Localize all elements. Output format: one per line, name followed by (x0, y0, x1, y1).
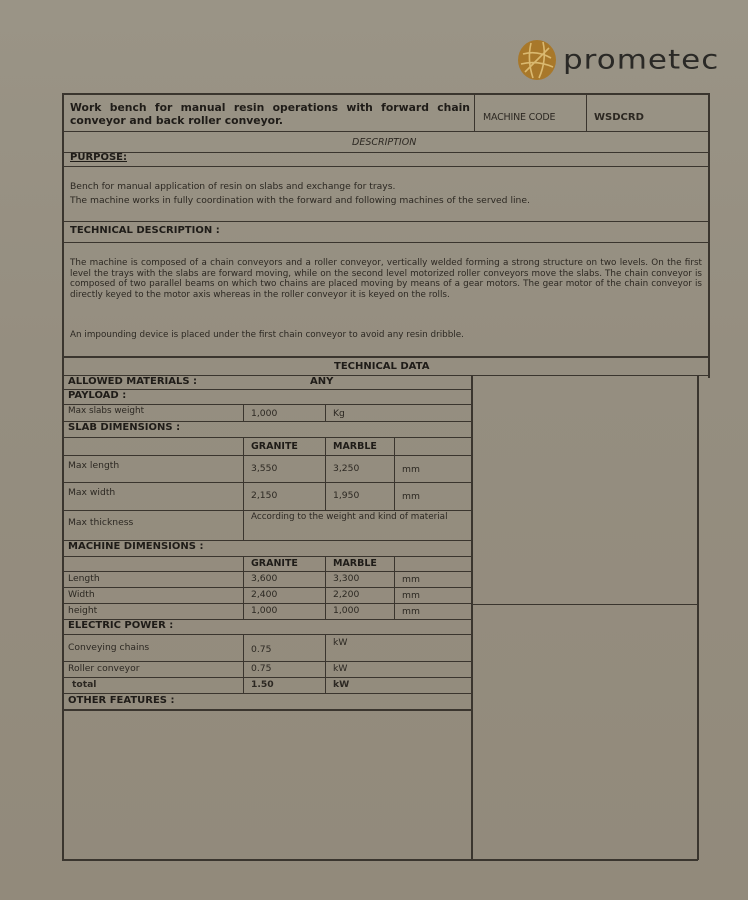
slab-row-unit: mm (402, 464, 420, 475)
power-row-name: Conveying chains (68, 642, 150, 653)
electric-power-label: ELECTRIC POWER : (68, 620, 174, 631)
machine-row-marble: 3,300 (333, 573, 360, 584)
divider (471, 604, 698, 605)
machine-row-unit: mm (402, 590, 420, 601)
machine-row-marble: 1,000 (333, 605, 360, 616)
brand-name: prometec (563, 44, 720, 76)
divider (62, 437, 472, 438)
technical-description-text: The machine is composed of a chain conveyors and a roller conveyor, vertically welded forming a strong structure on two levels. On the first level the trays with the slabs are forward moving, while on the second level motorized roller conveyors move the slabs. The chain conveyor is composed of two parallel beams on which two chains are placed moving by means of a gear motors. The gear motor of the chain conveyor is directly keyed to the motor axis whereas in the roller conveyor it is keyed on the rolls. (70, 258, 702, 300)
divider (243, 404, 244, 421)
power-row-value: 0.75 (251, 644, 272, 655)
power-row-unit: kW (333, 663, 348, 674)
machine-row-granite: 1,000 (251, 605, 278, 616)
slab-row-name: Max thickness (68, 517, 134, 528)
divider (62, 693, 472, 694)
divider (62, 93, 64, 860)
divider (586, 93, 587, 131)
allowed-materials-label: ALLOWED MATERIALS : (68, 376, 198, 387)
power-total-name: total (72, 679, 97, 690)
payload-row-unit: Kg (333, 408, 345, 419)
divider (62, 221, 710, 222)
description-label: DESCRIPTION (352, 137, 417, 148)
divider (62, 571, 472, 572)
machine-col-marble: MARBLE (333, 558, 377, 569)
divider (62, 166, 710, 167)
divider (62, 455, 472, 456)
slab-dimensions-label: SLAB DIMENSIONS : (68, 422, 181, 433)
divider (62, 603, 472, 604)
slab-row-marble: 3,250 (333, 463, 360, 474)
divider (62, 131, 710, 132)
purpose-line-1: Bench for manual application of resin on slabs and exchange for trays. (70, 181, 396, 192)
machine-title: Work bench for manual resin operations with forward chain conveyor and back roller conveyor. (70, 101, 470, 127)
company-logo (517, 38, 719, 82)
power-row-unit: kW (333, 637, 348, 648)
technical-description-text-2: An impounding device is placed under the first chain conveyor to avoid any resin dribble. (70, 330, 464, 340)
slab-row-note: According to the weight and kind of material (251, 512, 448, 522)
machine-row-granite: 2,400 (251, 589, 278, 600)
machine-row-name: Length (68, 573, 100, 584)
divider (62, 152, 710, 153)
machine-col-granite: GRANITE (251, 558, 298, 569)
payload-row-name: Max slabs weight (68, 406, 145, 416)
divider (62, 859, 698, 861)
divider (62, 634, 472, 635)
globe-logo-icon (517, 40, 557, 80)
divider (62, 556, 472, 557)
divider (325, 437, 326, 510)
power-row-name: Roller conveyor (68, 663, 140, 674)
divider (325, 404, 326, 421)
slab-row-name: Max width (68, 487, 116, 498)
slab-col-granite: GRANITE (251, 441, 298, 452)
machine-row-name: Width (68, 589, 95, 600)
machine-code-label: MACHINE CODE (483, 112, 556, 123)
divider (394, 437, 395, 510)
power-total-value: 1.50 (251, 679, 274, 690)
divider (62, 709, 472, 711)
machine-row-marble: 2,200 (333, 589, 360, 600)
divider (471, 375, 473, 860)
divider (62, 404, 472, 405)
divider (62, 482, 472, 483)
divider (62, 242, 710, 243)
divider (62, 677, 472, 678)
allowed-materials-value: ANY (310, 376, 334, 387)
slab-row-marble: 1,950 (333, 490, 360, 501)
divider (708, 93, 710, 378)
machine-row-unit: mm (402, 606, 420, 617)
divider (62, 93, 710, 95)
divider (62, 356, 710, 358)
technical-description-label: TECHNICAL DESCRIPTION : (70, 225, 220, 236)
machine-code-value: WSDCRD (594, 112, 644, 123)
purpose-label: PURPOSE: (70, 152, 128, 163)
slab-row-name: Max length (68, 460, 120, 471)
payload-row-value: 1,000 (251, 408, 278, 419)
divider (243, 437, 244, 541)
divider (243, 634, 244, 694)
other-features-label: OTHER FEATURES : (68, 695, 175, 706)
purpose-line-2: The machine works in fully coordination with the forward and following machines of the served line. (70, 195, 530, 206)
slab-row-granite: 2,150 (251, 490, 278, 501)
machine-row-granite: 3,600 (251, 573, 278, 584)
power-row-value: 0.75 (251, 663, 272, 674)
machine-dimensions-label: MACHINE DIMENSIONS : (68, 541, 204, 552)
divider (697, 375, 699, 860)
machine-row-unit: mm (402, 574, 420, 585)
slab-col-marble: MARBLE (333, 441, 377, 452)
payload-label: PAYLOAD : (68, 390, 127, 401)
divider (474, 93, 475, 131)
technical-data-label: TECHNICAL DATA (334, 361, 430, 372)
slab-row-unit: mm (402, 491, 420, 502)
power-total-unit: kW (333, 679, 350, 690)
divider (62, 661, 472, 662)
slab-row-granite: 3,550 (251, 463, 278, 474)
divider (325, 634, 326, 694)
divider (62, 510, 472, 511)
machine-row-name: height (68, 605, 98, 616)
divider (62, 587, 472, 588)
